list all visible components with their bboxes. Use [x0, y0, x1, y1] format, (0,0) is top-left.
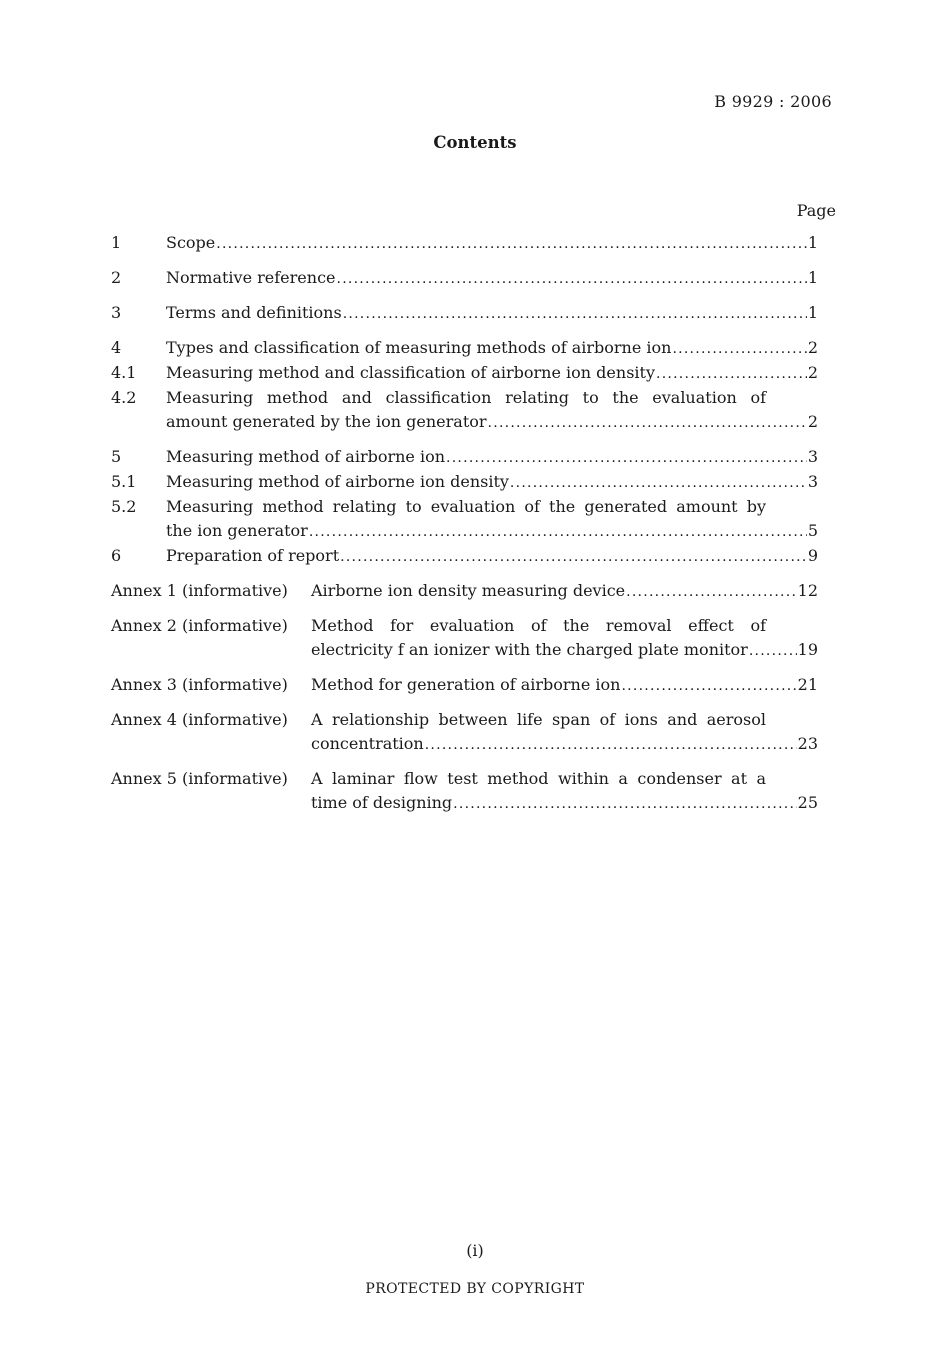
dot-leader [749, 638, 797, 663]
entry-title [166, 361, 818, 386]
entry-title-line: Scope [166, 233, 216, 252]
copyright-notice: PROTECTED BY COPYRIGHT [365, 1281, 585, 1297]
toc-entry[interactable] [111, 301, 818, 326]
page-number: 2 [807, 363, 818, 382]
dot-leader [343, 301, 807, 326]
entry-title [311, 673, 818, 698]
entry-title [311, 708, 818, 757]
entry-title-line: Method for generation of airborne ion [311, 675, 621, 694]
entry-title [166, 445, 818, 470]
dot-leader [309, 519, 807, 544]
entry-title [166, 495, 818, 544]
page-folio: (i) [466, 1241, 484, 1260]
dot-leader [453, 791, 796, 816]
entry-title-line: Measuring method of airborne ion density [166, 472, 509, 491]
section-number: 5.2 [111, 497, 137, 516]
entry-title [166, 470, 818, 495]
entry-title-line: Measuring method of airborne ion [166, 447, 446, 466]
entry-title-line: Normative reference [166, 268, 336, 287]
dot-leader [446, 445, 807, 470]
page-number: 23 [797, 734, 818, 753]
entry-title [311, 614, 818, 663]
entry-title-line: Measuring method and classification of airborne ion density [166, 363, 655, 382]
annex-label: Annex 2 (informative) [111, 616, 288, 635]
toc-entry[interactable] [111, 361, 818, 386]
section-number: 4 [111, 338, 122, 357]
toc-entry[interactable] [111, 495, 818, 544]
toc-entry[interactable] [111, 231, 818, 256]
annex-label: Annex 1 (informative) [111, 581, 288, 600]
entry-title-line: electricity f an ionizer with the charged plate monitor [311, 640, 748, 659]
annex-entry[interactable] [111, 614, 818, 663]
entry-title-line: Airborne ion density measuring device [311, 581, 626, 600]
section-number: 4.2 [111, 388, 137, 407]
dot-leader [337, 266, 807, 291]
standard-number: B 9929 : 2006 [714, 92, 832, 111]
page-number: 1 [807, 303, 818, 322]
entry-title-line: concentration [311, 734, 424, 753]
entry-title-line: the ion generator [166, 521, 308, 540]
dot-leader [672, 336, 806, 361]
dot-leader [340, 544, 807, 569]
entry-title [166, 301, 818, 326]
page-number: 3 [807, 472, 818, 491]
entry-title-line: A laminar flow test method within a condenser at a [311, 769, 766, 788]
annex-entry[interactable] [111, 708, 818, 757]
annex-entry[interactable] [111, 579, 818, 604]
page-number: 9 [807, 546, 818, 565]
dot-leader [621, 673, 796, 698]
page-number: 2 [807, 412, 818, 431]
page-number: 12 [797, 581, 818, 600]
dot-leader [425, 732, 797, 757]
entry-title [311, 579, 818, 604]
annex-entry[interactable] [111, 673, 818, 698]
entry-title-line: time of designing [311, 793, 453, 812]
toc-entry[interactable] [111, 544, 818, 569]
entry-title-line: Measuring method and classification relating to the evaluation of [166, 388, 766, 407]
annex-label: Annex 4 (informative) [111, 710, 288, 729]
section-number: 4.1 [111, 363, 137, 382]
entry-title [166, 231, 818, 256]
annex-entry[interactable] [111, 767, 818, 816]
page-number: 2 [807, 338, 818, 357]
page-number: 3 [807, 447, 818, 466]
toc-entry[interactable] [111, 470, 818, 495]
entry-title-line: Terms and definitions [166, 303, 342, 322]
entry-title [166, 386, 818, 435]
dot-leader [488, 410, 807, 435]
entry-title [166, 544, 818, 569]
entry-title [311, 767, 818, 816]
entry-title-line: A relationship between life span of ions and aerosol [311, 710, 766, 729]
annex-label: Annex 3 (informative) [111, 675, 288, 694]
annex-label: Annex 5 (informative) [111, 769, 288, 788]
section-number: 1 [111, 233, 122, 252]
entry-title-line: Types and classification of measuring methods of airborne ion [166, 338, 672, 357]
dot-leader [656, 361, 807, 386]
section-number: 5 [111, 447, 122, 466]
page-number: 5 [807, 521, 818, 540]
entry-title-line: Measuring method relating to evaluation of the generated amount by [166, 497, 766, 516]
page-column-label: Page [796, 201, 836, 220]
dot-leader [216, 231, 807, 256]
entry-title [166, 336, 818, 361]
section-number: 5.1 [111, 472, 137, 491]
page-title: Contents [433, 133, 517, 152]
toc-entry[interactable] [111, 445, 818, 470]
toc-entry[interactable] [111, 336, 818, 361]
entry-title-line: Method for evaluation of the removal effect of [311, 616, 766, 635]
page-number: 25 [797, 793, 818, 812]
table-of-contents [111, 231, 818, 816]
page-number: 1 [807, 233, 818, 252]
dot-leader [626, 579, 797, 604]
page-number: 1 [807, 268, 818, 287]
entry-title-line: amount generated by the ion generator [166, 412, 487, 431]
toc-entry[interactable] [111, 386, 818, 435]
dot-leader [510, 470, 807, 495]
toc-entry[interactable] [111, 266, 818, 291]
section-number: 6 [111, 546, 122, 565]
section-number: 2 [111, 268, 122, 287]
section-number: 3 [111, 303, 122, 322]
page-number: 21 [797, 675, 818, 694]
entry-title [166, 266, 818, 291]
page-number: 19 [797, 640, 818, 659]
entry-title-line: Preparation of report [166, 546, 340, 565]
